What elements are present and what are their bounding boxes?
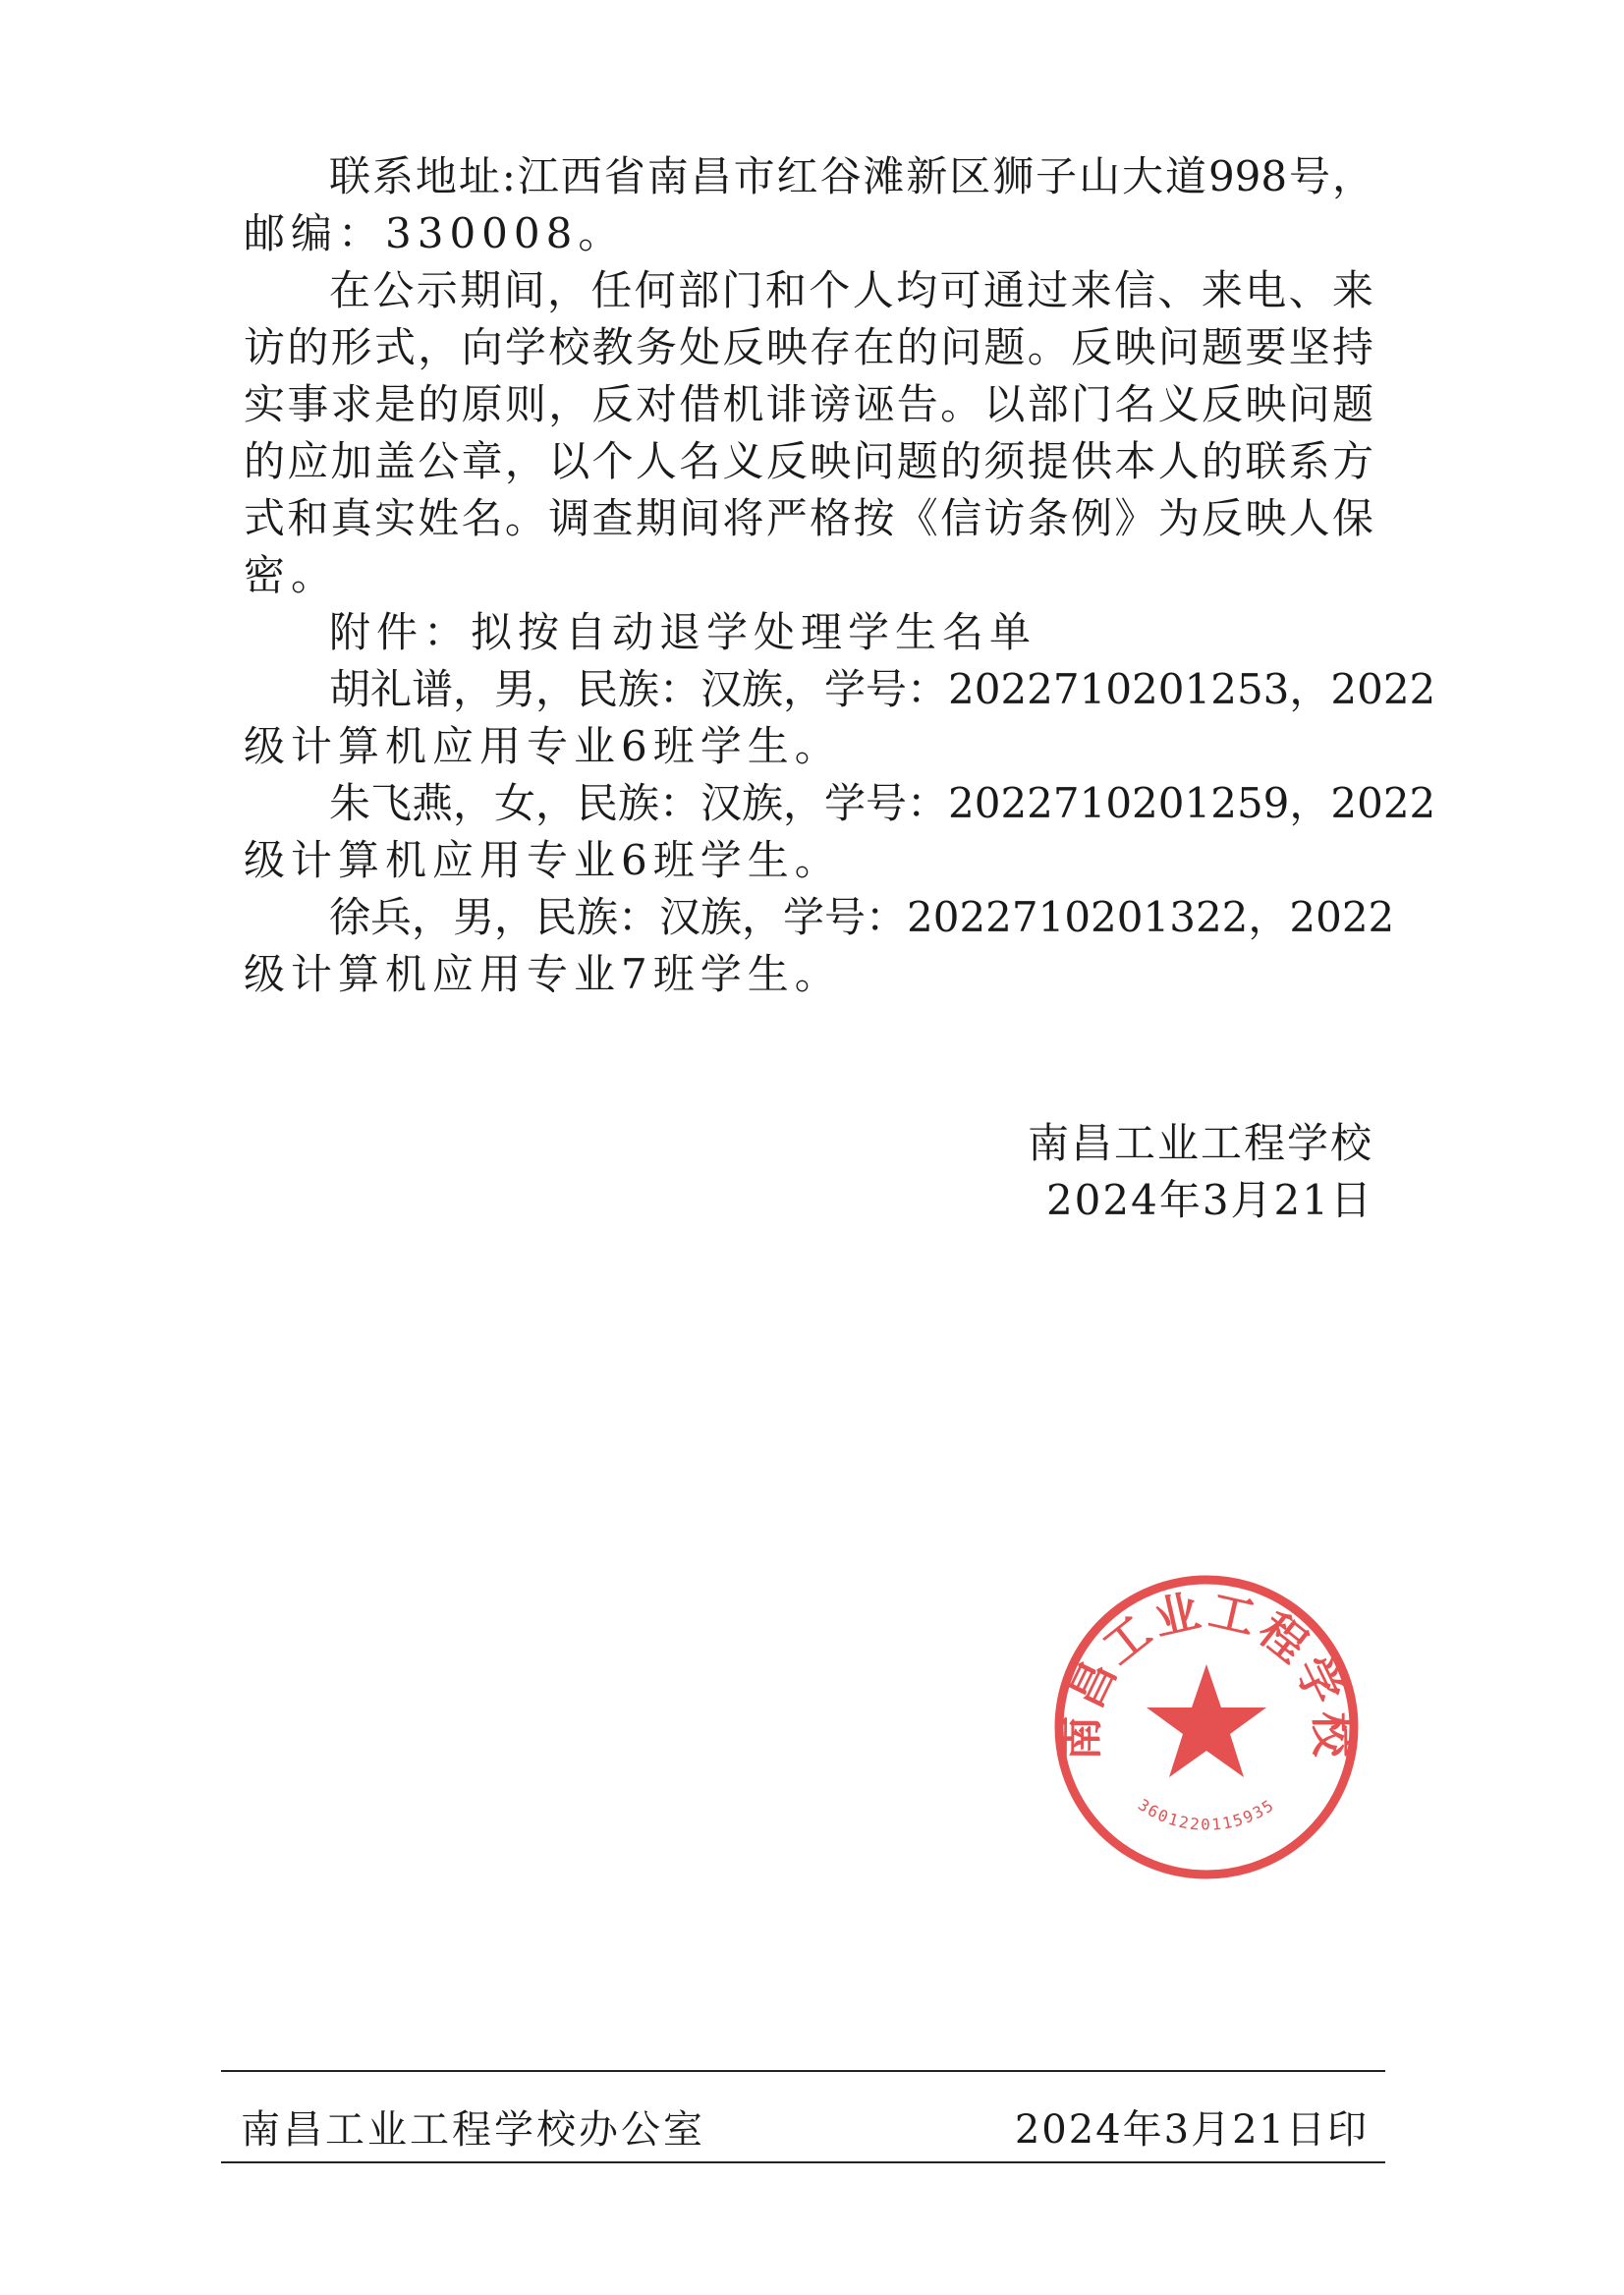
contact-address-line: 联系地址:江西省南昌市红谷滩新区狮子山大道998号， — [329, 152, 1373, 200]
notice-paragraph-line: 式和真实姓名。调查期间将严格按《信访条例》为反映人保 — [244, 494, 1373, 542]
attachment-title: 附件：拟按自动退学处理学生名单 — [329, 608, 1037, 656]
notice-paragraph-line: 的应加盖公章，以个人名义反映问题的须提供本人的联系方 — [244, 437, 1373, 485]
notice-paragraph-line: 访的形式，向学校教务处反映存在的问题。反映问题要坚持 — [244, 323, 1373, 371]
student-entry-line: 胡礼谱，男，民族：汉族，学号：2022710201253，2022 — [329, 665, 1436, 713]
student-entry-line: 级计算机应用专业6班学生。 — [244, 836, 842, 884]
notice-paragraph-line: 密。 — [244, 551, 339, 599]
student-entry-line: 朱飞燕，女，民族：汉族，学号：2022710201259，2022 — [329, 779, 1436, 827]
postcode-line: 邮编：330008。 — [244, 209, 626, 257]
student-entry-line: 级计算机应用专业7班学生。 — [244, 950, 842, 998]
signature-organization: 南昌工业工程学校 — [1027, 1119, 1373, 1167]
seal-ring-text: 南昌工业工程学校 — [1053, 1583, 1360, 1762]
star-icon — [1147, 1664, 1266, 1777]
footer-top-rule — [221, 2070, 1385, 2072]
seal-code-text: 3601220115935 — [1134, 1795, 1279, 1834]
footer-bottom-rule — [221, 2161, 1385, 2163]
student-entry-line: 级计算机应用专业6班学生。 — [244, 722, 842, 770]
footer-office: 南昌工业工程学校办公室 — [241, 2107, 705, 2153]
official-seal — [1049, 1570, 1364, 1884]
notice-paragraph-line: 在公示期间，任何部门和个人均可通过来信、来电、来 — [329, 266, 1373, 314]
student-entry-line: 徐兵，男，民族：汉族，学号：2022710201322，2022 — [329, 893, 1395, 941]
footer-print-date: 2024年3月21日印 — [1014, 2107, 1369, 2153]
signature-date: 2024年3月21日 — [1045, 1176, 1373, 1224]
notice-paragraph-line: 实事求是的原则，反对借机诽谤诬告。以部门名义反映问题 — [244, 380, 1373, 428]
